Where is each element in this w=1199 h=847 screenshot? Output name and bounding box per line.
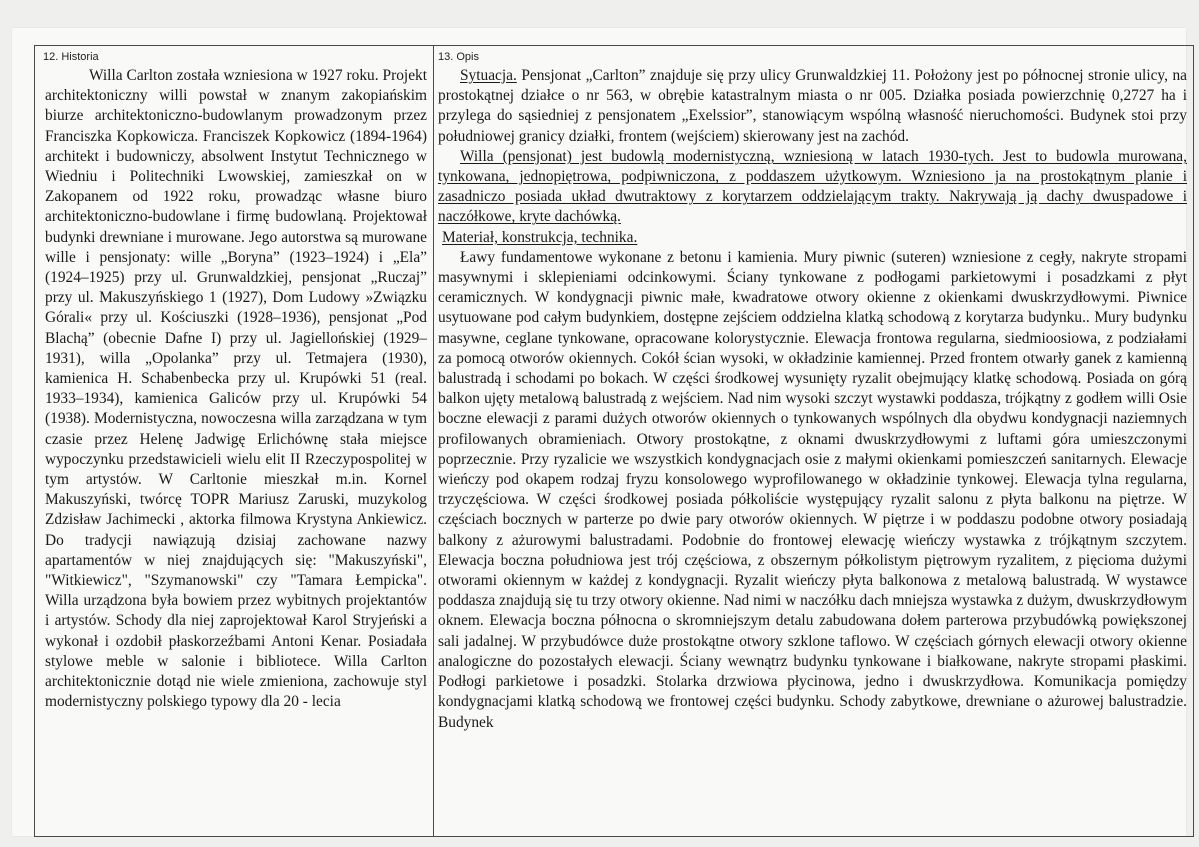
form-table (34, 45, 1194, 837)
material-label: Materiał, konstrukcja, technika. (442, 228, 638, 246)
opis-header: 13. Opis (438, 51, 479, 63)
sytuacja-text: Pensjonat „Carlton” znajduje się przy ulicy Grunwaldzkiej 11. Położony jest po północnej stronie ulicy, na prostokątnej działce o nr 563, w obrębie katastralnym miasta o nr 005. Działka posiada powierzchnię 0,2727 ha i przylega do sąsiedniej z pensjonatem „Exelssior”, stanowiącym wspólną własność nieruchomości. Budynek stoi przy południowej granicy działki, frontem (wejściem) skierowany jest na zachód. (438, 67, 1187, 145)
document-sheet (12, 28, 1186, 836)
historia-header: 12. Historia (43, 51, 99, 63)
historia-column (35, 46, 434, 836)
willa-paragraph: Willa (pensjonat) jest budowlą modernistyczną, wzniesioną w latach 1930-tych. Jest to budowla murowana, tynkowana, jednopiętrowa, podpiwniczona, z poddaszem użytkowym. Wzniesiono ja na prostokątnym planie i zasadniczo posiada układ dwutraktowy z korytarzem oddzielającym trakty. Nakrywają ją dachy dwuspadowe i naczółkowe, kryte dachówką. (438, 147, 1187, 226)
material-paragraph: Ławy fundamentowe wykonane z betonu i kamienia. Mury piwnic (suteren) wzniesione z cegły, nakryte stropami masywnymi i sklepieniami odcinkowymi. Ściany tynkowane z podłogami parkietowymi i posadzkami z płyt ceramicznych. W kondygnacji piwnic małe, kwadratowe otwory okienne z okienkami dwuskrzydłowymi. Piwnice usytuowane pod całym budynkiem, dostępne zejściem oddzielna klatką schodową z korytarza budynku.. Mury budynku masywne, ceglane tynkowane, opracowane kolorystycznie. Elewacja frontowa regularna, siedmioosiowa, z podziałami za pomocą otworów okiennych. Cokół ścian wysoki, w okładzinie kamiennej. Przed frontem otwarły ganek z kamienną balustradą i schodami po bokach. W części środkowej wysunięty ryzalit obejmujący klatkę schodową. Posiada on górą balkon ujęty metalową balustradą z wejściem. Nad nim wysoki szczyt wystawki poddasza, trójkątny z godłem willi Osie boczne elewacji z parami dużych otworów okiennych o tynkowanych wspólnych dla obydwu kondygnacji naziemnych profilowanych obramieniach. Otwory prostokątne, z oknami dwuskrzydłowymi z luftami góra umieszczonymi poprzecznie. Przy ryzalicie we wszystkich kondygnacjach osie z małymi okienkami pomieszczeń sanitarnych. Elewacje wieńczy pod okapem rodzaj fryzu konsolowego wyprofilowanego w okładzinie tynkowej. Elewacja tylna regularna, trzyczęściowa. W części środkowej posiada półkoliście występujący ryzalit salonu z płyta balkonu na piętrze. W częściach bocznych w parterze po dwie pary otworów okiennych. W piętrze i w poddaszu podobne otwory posiadają balkony z ażurowymi balustradami. Podobnie do frontowej elewację wieńczy wystawka z trójkątnym szczytem. Elewacja boczna południowa jest trój częściowa, z obszernym półkolistym piętrowym ryzalitem, z pięcioma dużymi otworami okiennym w każdej z kondygnacji. Ryzalit wieńczy płyta balkonowa z metalową balustradą. W wystawce poddasza znajdują się tu trzy otwory okienne. Nad nimi w naczółku dach mniejsza wystawka z dużym, dwuskrzydłowym oknem. Elewacja boczna północna o skromniejszym detalu zabudowana dołem parterowa przybudówką powiększonej sali jadalnej. W przybudówce duże prostokątne otwory szklone taflowo. W częściach górnych elewacji otwory okienne analogiczne do pozostałych elewacji. Ściany wewnątrz budynku tynkowane i białkowane, nakryte stropami płaskimi. Podłogi parkietowe i posadzki. Stolarka drzwiowa płycinowa, jedno i dwuskrzydłowa. Komunikacja pomiędzy kondygnacjami klatką schodową we frontowej części budynku. Schody zabytkowe, drewniane o ażurowej balustradzie. Budynek (438, 248, 1187, 731)
sytuacja-paragraph (438, 66, 1187, 147)
historia-paragraph: Willa Carlton została wzniesiona w 1927 roku. Projekt architektoniczny willi powstał w znanym zakopiańskim biurze architektoniczno-budowlanym prowadzonym przez Franciszka Kopkowicza. Franciszek Kopkowicz (1894-1964) architekt i budowniczy, absolwent Instytut Technicznego w Wiedniu i Politechniki Lwowskiej, zamieszkał on w Zakopanem od 1922 roku, prowadząc własne biuro architektoniczno-budowlane i firmę budowlaną. Projektował budynki drewniane i murowane. Jego autorstwa są murowane wille i pensjonaty: wille „Boryna” (1923–1924) i „Ela” (1924–1925) przy ul. Grunwaldzkiej, pensjonat „Ruczaj” przy ul. Makuszyńskiego 1 (1927), Dom Ludowy »Związku Górali« przy ul. Kościuszki (1928–1936), pensjonat „Pod Blachą” (obecnie Dafne I) przy ul. Jagiellońskiej (1929–1931), willa „Opolanka” przy ul. Tetmajera (1930), kamienica H. Schabenbecka przy ul. Krupówki 51 (real. 1933–1934), kamienica Galiców przy ul. Krupówki 54 (1938). Modernistyczna, nowoczesna willa zarządzana w tym czasie przez Helenę Jadwigę Erlichównę stała miejsce wypoczynku przedstawicieli wielu elit II Rzeczypospolitej w tym artystów. W Carltonie mieszkał m.in. Kornel Makuszyński, twórcę TOPR Mariusz Zaruski, muzykolog Zdzisław Jachimecki , aktorka filmowa Krystyna Ankiewicz. Do tradycji nawiązują dzisiaj zachowane nazwy apartamentów w niej znajdujących się: "Makuszyński", "Witkiewicz", "Szymanowski" czy "Tamara Łempicka". Willa urządzona była bowiem przez wybitnych projektantów i artystów. Schody dla niej zaprojektował Karol Stryjeński a wykonał i ozdobił płaskorzeźbami Antoni Kenar. Posiadała stylowe meble w salonie i bibliotece. Willa Carlton architektonicznie dotąd nie wiele zmieniona, zachowuje styl modernistyczny polskiego typowy dla 20 - lecia (45, 67, 427, 711)
material-heading (438, 228, 1187, 248)
opis-body (438, 66, 1187, 733)
historia-body (45, 66, 427, 713)
sytuacja-label: Sytuacja. (460, 67, 517, 84)
opis-column (434, 46, 1193, 836)
